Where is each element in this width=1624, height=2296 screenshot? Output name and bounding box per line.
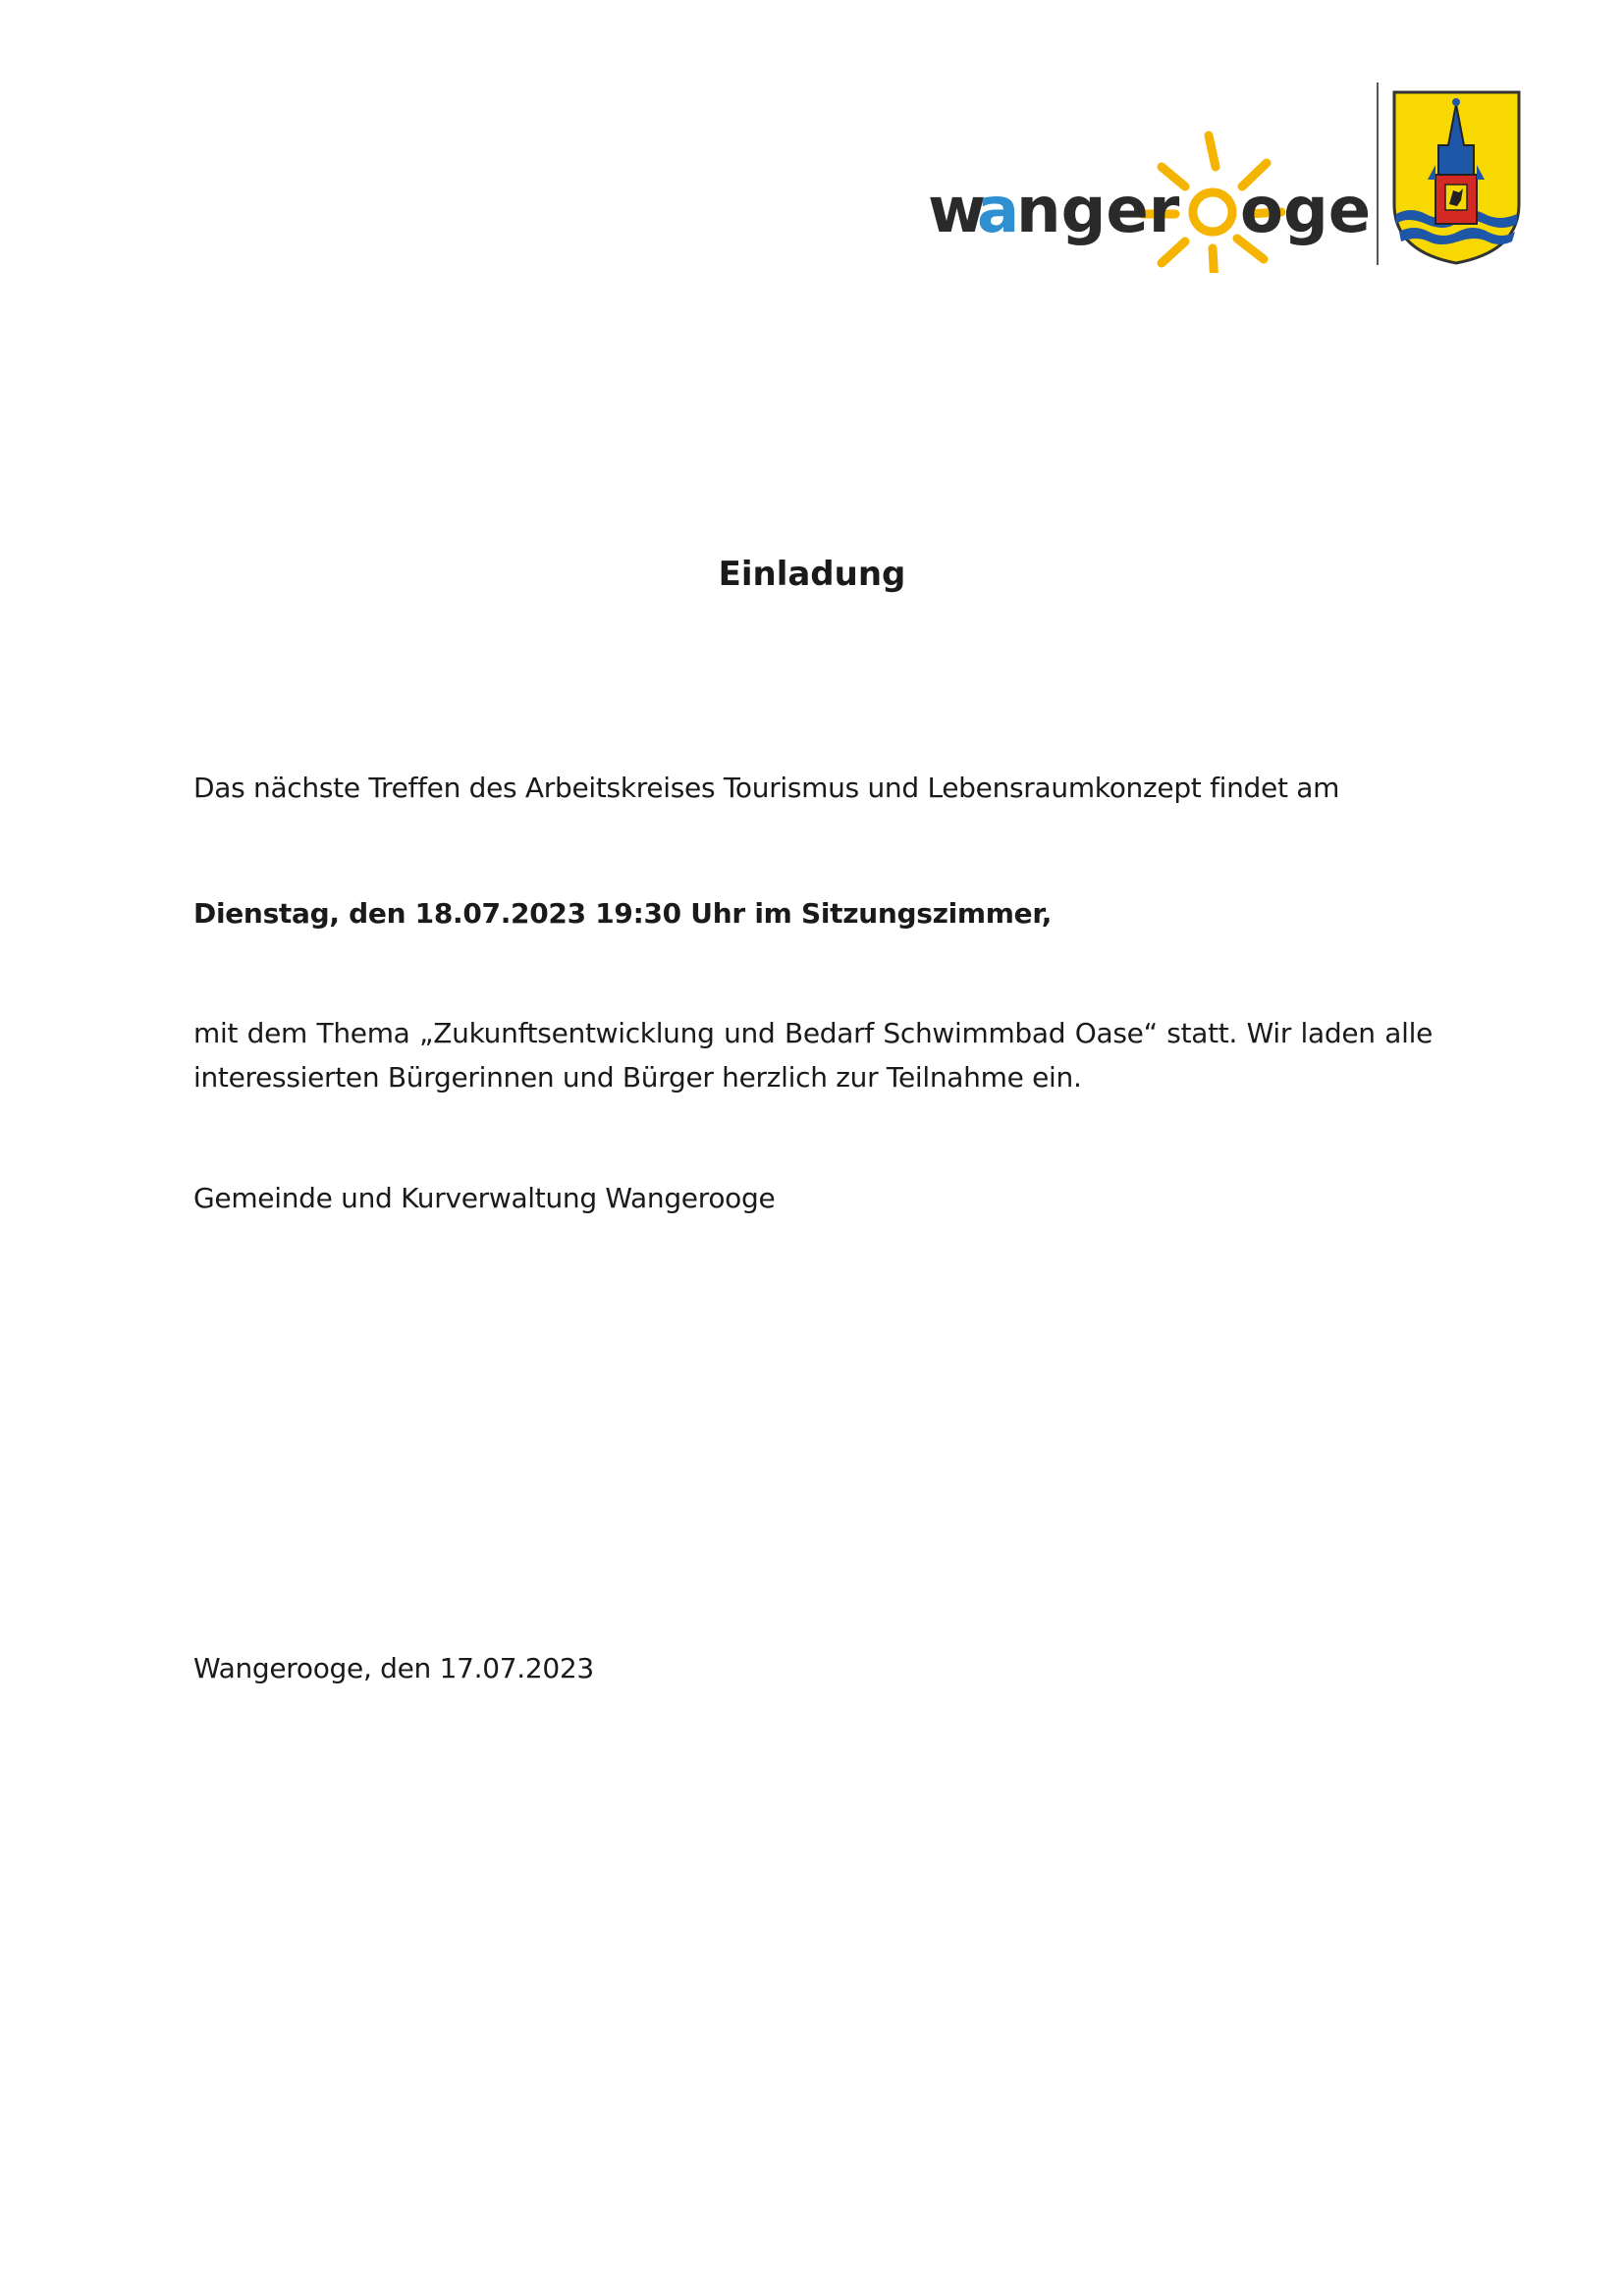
signature-line: Gemeinde und Kurverwaltung Wangerooge <box>193 1182 776 1214</box>
header-logo <box>918 77 1537 273</box>
intro-paragraph: Das nächste Treffen des Arbeitskreises Tourismus und Lebensraumkonzept findet am <box>193 772 1340 804</box>
coat-of-arms-icon <box>1394 92 1519 263</box>
meeting-date-line: Dienstag, den 18.07.2023 19:30 Uhr im Sitzungszimmer, <box>193 897 1053 930</box>
svg-text:nger: nger <box>1016 175 1180 247</box>
svg-text:w: w <box>928 175 987 247</box>
wangerooge-wordmark <box>928 175 1371 247</box>
document-title: Einladung <box>718 555 906 594</box>
place-date-line: Wangerooge, den 17.07.2023 <box>193 1652 594 1684</box>
topic-paragraph: mit dem Thema „Zukunftsentwicklung und Bedarf Schwimmbad Oase“ statt. Wir laden alle interessierten Bürgerinnen und Bürger herzlich zur Teilnahme ein. <box>193 1017 1433 1094</box>
svg-text:a: a <box>977 175 1020 247</box>
svg-text:oge: oge <box>1240 175 1372 247</box>
